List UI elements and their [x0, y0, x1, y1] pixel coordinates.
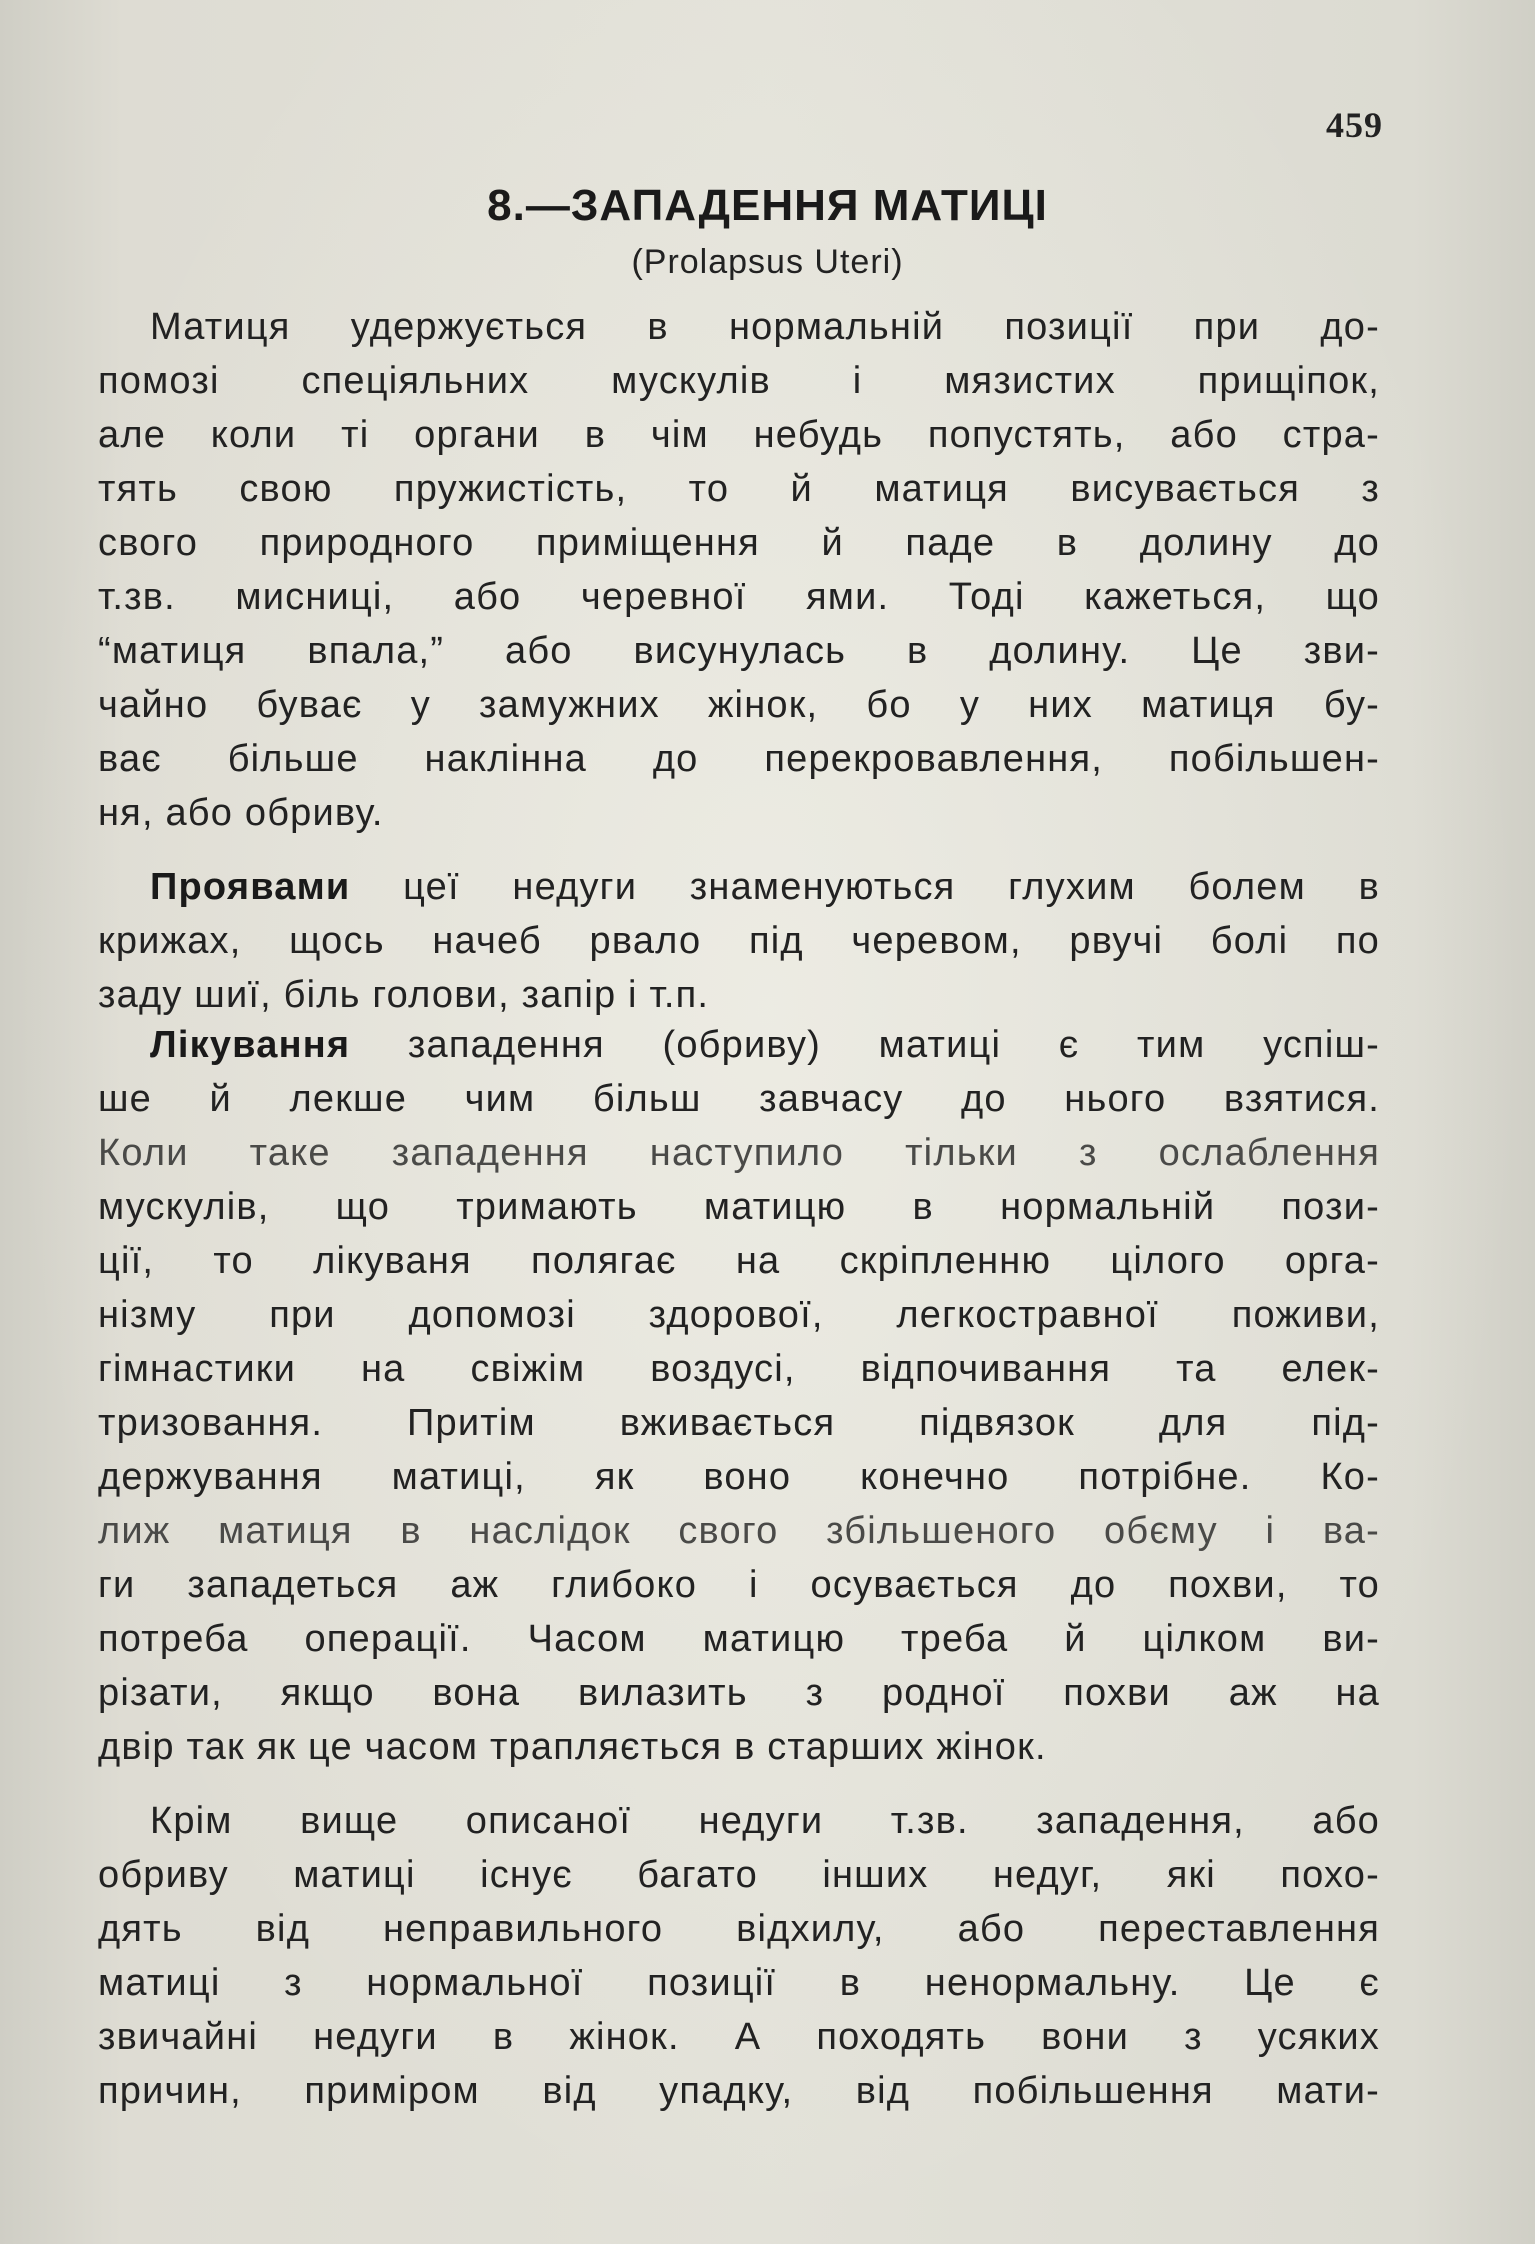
paragraph-lead: Проявами	[150, 866, 351, 908]
paragraph-2	[98, 860, 1380, 1022]
text-line: ня, або обриву.	[98, 792, 384, 834]
paragraph-4	[98, 1794, 1380, 2118]
text-line: причин, примірoм від упадку, від побільшення мати-	[98, 2070, 1380, 2112]
text-line: заду шиї, біль голови, запір і т.п.	[98, 974, 710, 1016]
text-line: Крім вище описаної недуги т.зв. западення, або	[150, 1800, 1380, 1842]
text-line: ває більше наклінна до перекровавлення, побільшен-	[98, 738, 1380, 780]
text-line: двір так як це часом трапляється в старших жінок.	[98, 1726, 1047, 1768]
text-line: звичайні недуги в жінок. А походять вони з усяких	[98, 2016, 1380, 2058]
text-line: Матиця удержується в нормальній позиції при до-	[150, 306, 1380, 348]
text-line: але коли ті органи в чім небудь попустять, або стра-	[98, 414, 1380, 456]
text-line	[98, 860, 1380, 914]
text-line: потреба операції. Часом матицю треба й цілком ви-	[98, 1618, 1380, 1660]
text-fragment: цеї недуги знаменуються глухим болем в	[350, 866, 1380, 908]
text-line: ції, то лікуваня полягає на скріпленню цілого орга-	[98, 1240, 1380, 1282]
page-number: 459	[1326, 105, 1383, 145]
text-line: помозі спеціяльних мускулів і мязистих прищіпок,	[98, 360, 1380, 402]
text-line	[98, 1018, 1380, 1072]
text-line: матиці з нормальної позиції в ненормальну. Це є	[98, 1962, 1380, 2004]
text-line: свого природного приміщення й паде в долину до	[98, 522, 1380, 564]
section-subtitle: (Prolapsus Uteri)	[631, 243, 904, 281]
text-line: Коли таке западення наступило тільки з ослаблення	[98, 1132, 1380, 1174]
text-line: крижах, щось начеб рвало під черевом, рвучі болі по	[98, 920, 1380, 962]
text-line: нізму при допомозі здорової, легкостравної поживи,	[98, 1294, 1380, 1336]
paragraph-3	[98, 1018, 1380, 1774]
text-fragment: западення (обриву) матиці є тим успіш-	[350, 1024, 1380, 1066]
text-line: ше й лекше чим більш завчасу до нього взятися.	[98, 1078, 1380, 1120]
text-line: дять від неправильного відхилу, або переставлення	[98, 1908, 1380, 1950]
paragraph-lead: Лікування	[150, 1024, 351, 1066]
text-line: держування матиці, як воно конечно потрібне. Ко-	[98, 1456, 1380, 1498]
text-line: лиж матиця в наслідок свого збільшеного обєму і ва-	[98, 1510, 1380, 1552]
text-line: різати, якщо вона вилазить з родної похви аж на	[98, 1672, 1380, 1714]
text-line: чайно буває у замужних жінок, бо у них матиця бу-	[98, 684, 1380, 726]
paragraph-1	[98, 300, 1380, 840]
text-line: т.зв. мисниці, або черевної ями. Тоді кажеться, що	[98, 576, 1380, 618]
text-line: тризовання. Притім вживається підвязок для під-	[98, 1402, 1380, 1444]
text-line: мускулів, що тримають матицю в нормальній пози-	[98, 1186, 1380, 1228]
section-title: 8.—ЗАПАДЕННЯ МАТИЦІ	[487, 181, 1048, 230]
text-line: “матиця впала,” або висунулась в долину. Це зви-	[98, 630, 1380, 672]
text-line: гімнастики на свіжім воздусі, відпочивання та елек-	[98, 1348, 1380, 1390]
text-line: ги западеться аж глибоко і осувається до похви, то	[98, 1564, 1380, 1606]
text-line: обриву матиці існує багато інших недуг, які похо-	[98, 1854, 1380, 1896]
text-line: тять свою пружистість, то й матиця висувається з	[98, 468, 1380, 510]
